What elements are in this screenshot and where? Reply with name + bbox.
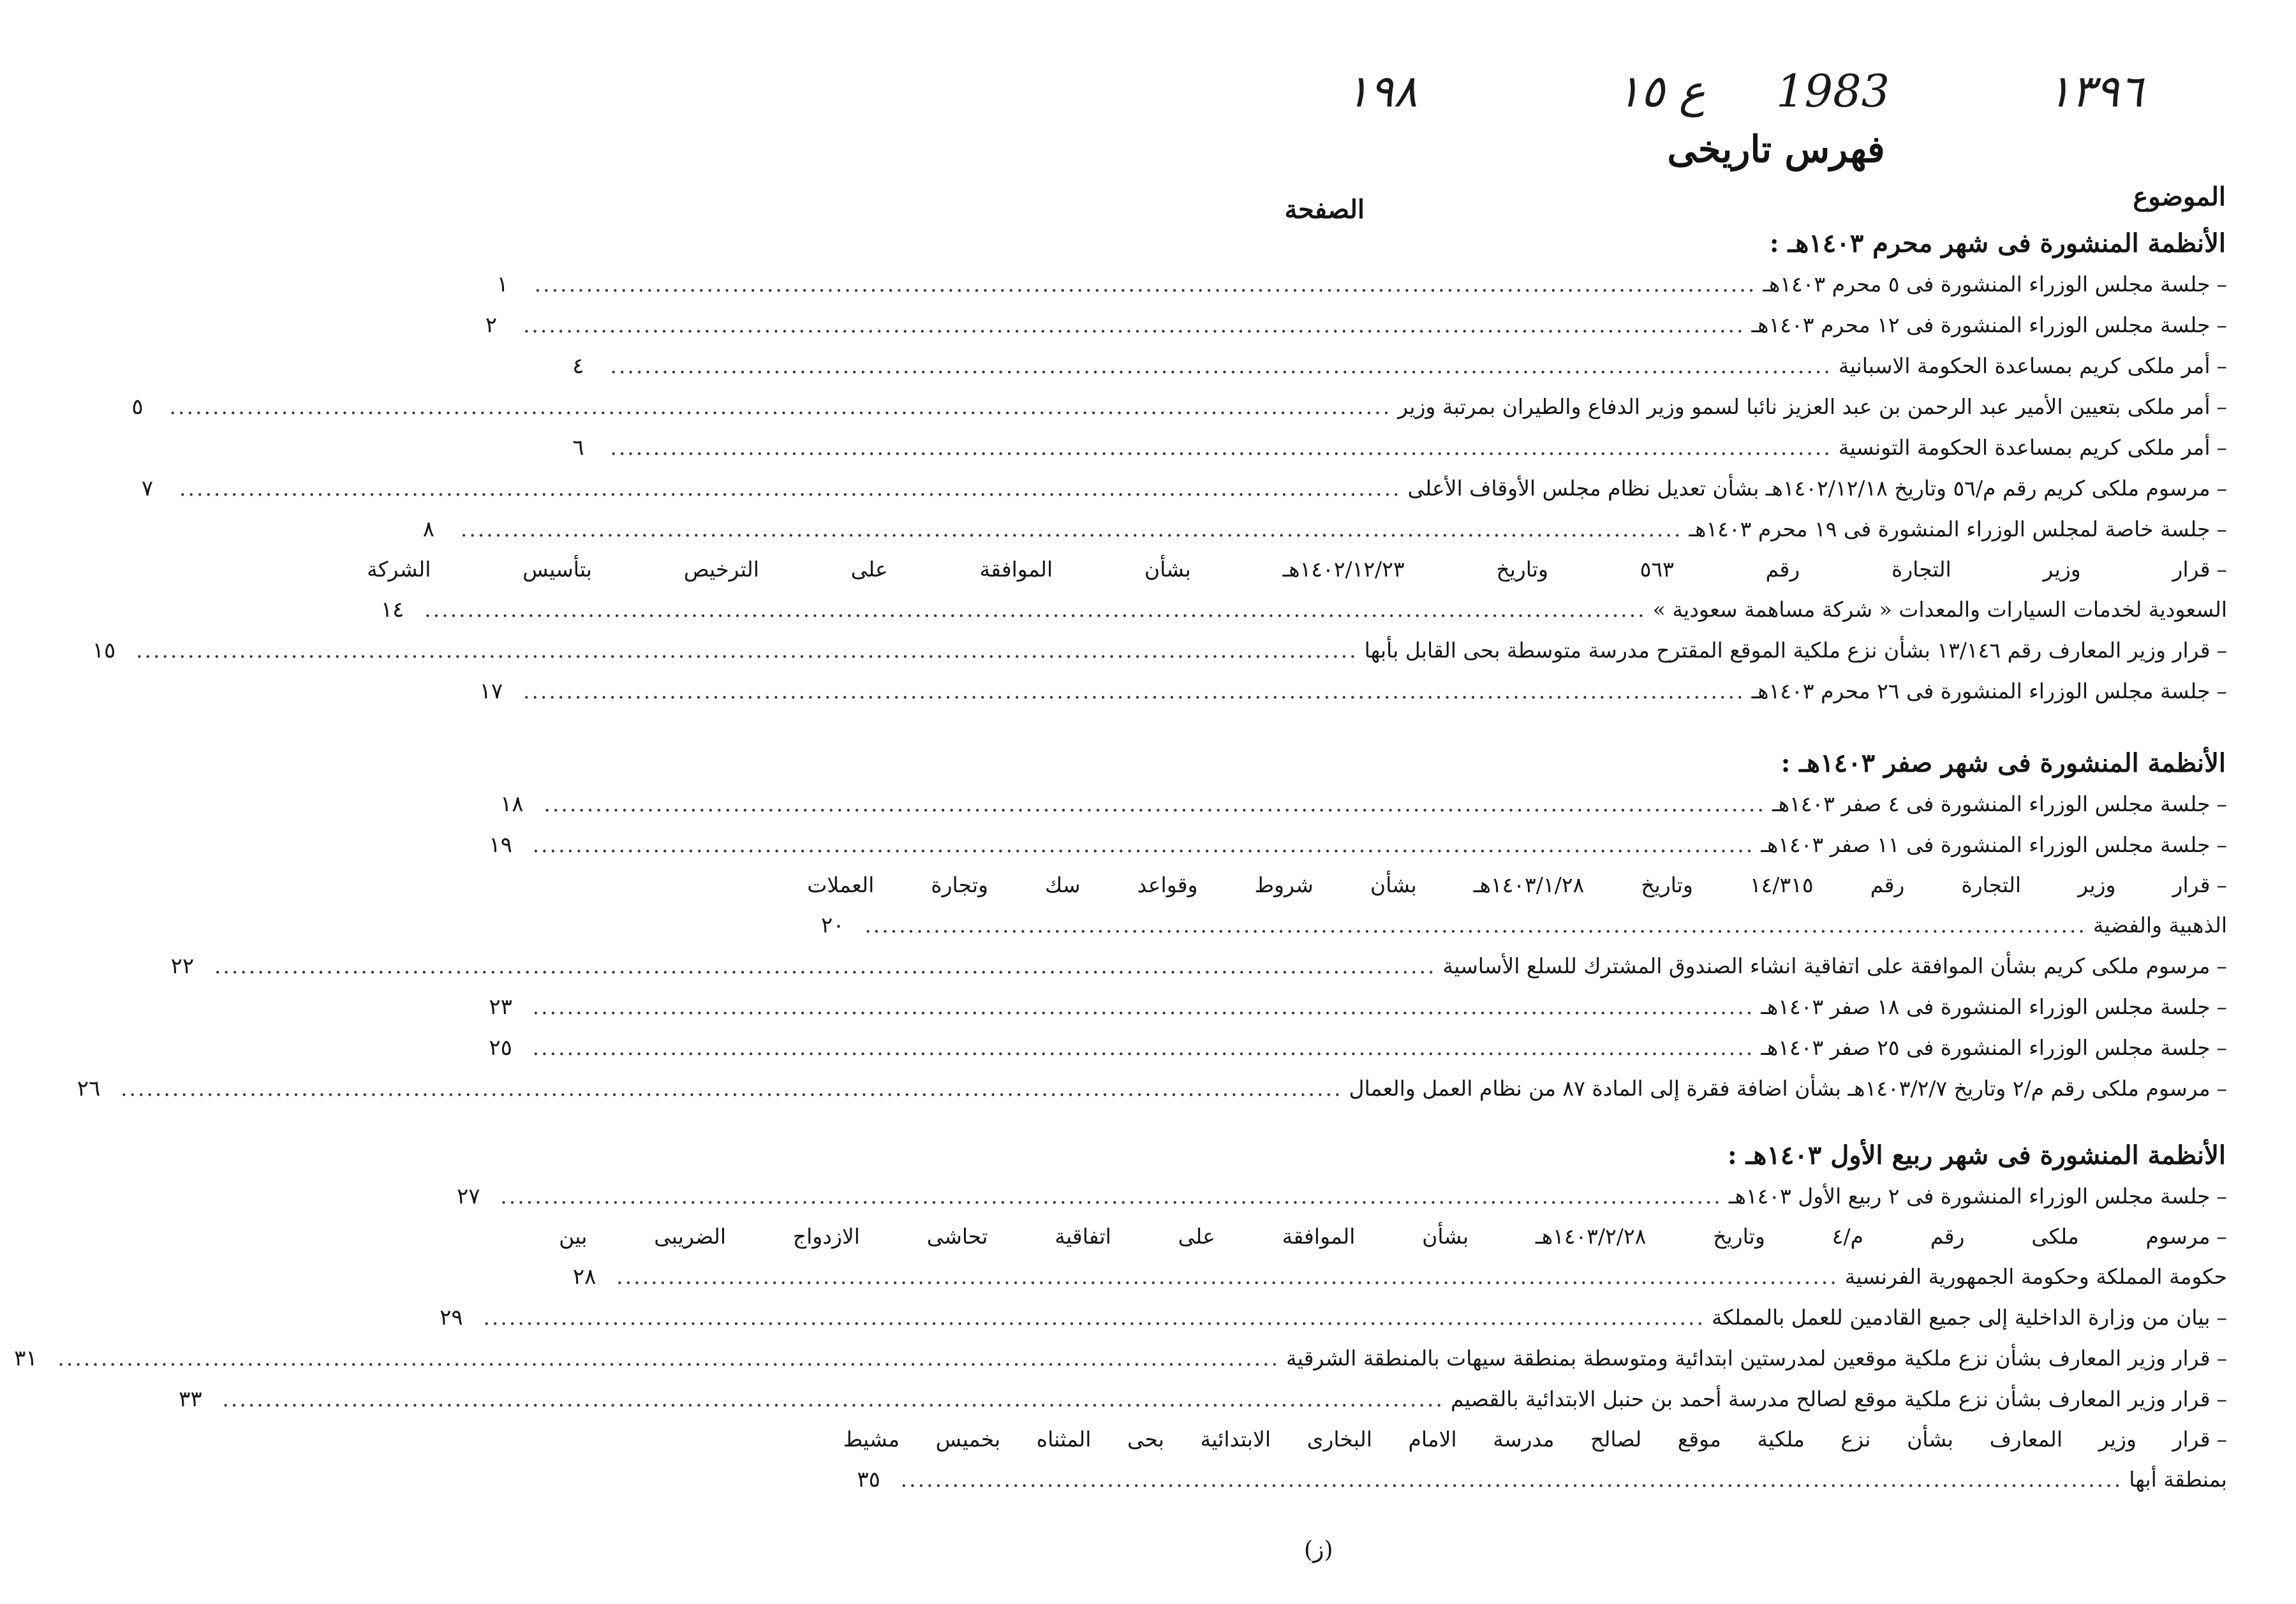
dot-leader: .............................................................................................................................................. xyxy=(522,313,1745,337)
dot-leader: .............................................................................................................................................. xyxy=(534,272,1757,297)
entry-text: مرسوم ملكى رقم م/٢ وتاريخ ١٤٠٣/٢/٧هـ بشأن اضافة فقرة إلى المادة ٨٧ من نظام العمل والعمال xyxy=(1349,1076,2211,1101)
section-heading: الأنظمة المنشورة فى شهر صفر ١٤٠٣هـ : xyxy=(1781,748,2226,778)
dot-leader: .............................................................................................................................................. xyxy=(214,953,1437,978)
toc-entry[interactable]: –قرار وزير المعارف بشأن نزع ملكية موقعين لمدرستين ابتدائية ومتوسطة بمنطقة سيهات بالمنطقة الشرقية .............................................................................................................................................. ٣١ xyxy=(1307,1338,2232,1379)
toc-entry[interactable]: –جلسة مجلس الوزراء المنشورة فى ١٨ صفر ١٤٠٣هـ .............................................................................................................................................. ٢٣ xyxy=(1307,987,2232,1027)
toc-entry[interactable]: –قرار وزير التجارة رقم ٥٦٣ وتاريخ ١٤٠٢/١٢/٢٣هـ بشأن الموافقة على الترخيص بتأسيس الشركة السعودية لخدمات السيارات والمعدات « شركة مساهمة سعودية » .............................................................................................................................................. ١٤ xyxy=(1307,550,2232,630)
toc-entry[interactable]: –أمر ملكى كريم بمساعدة الحكومة الاسبانية .............................................................................................................................................. ٤ xyxy=(1307,346,2232,386)
toc-entry[interactable]: –جلسة مجلس الوزراء المنشورة فى ١١ صفر ١٤٠٣هـ .............................................................................................................................................. ١٩ xyxy=(1307,825,2232,865)
toc-entry[interactable]: –جلسة مجلس الوزراء المنشورة فى ٤ صفر ١٤٠٣هـ .............................................................................................................................................. ١٨ xyxy=(1307,784,2232,825)
page-marker: (ز) xyxy=(1304,1537,1333,1563)
entry-text-line2: حكومة المملكة وحكومة الجمهورية الفرنسية xyxy=(1844,1264,2227,1289)
entry-text: مرسوم ملكى كريم بشأن الموافقة على اتفاقية انشاء الصندوق المشترك للسلع الأساسية xyxy=(1442,953,2211,978)
entry-text: مرسوم ملكى كريم رقم م/٥٦ وتاريخ ١٤٠٢/١٢/١٨هـ بشأن تعديل نظام مجلس الأوقاف الأعلى xyxy=(1407,476,2211,501)
column-header-page: الصفحة xyxy=(1284,195,1365,224)
entry-text: جلسة مجلس الوزراء المنشورة فى ٥ محرم ١٤٠٣هـ xyxy=(1763,272,2211,297)
entry-text-line2: السعودية لخدمات السيارات والمعدات « شركة مساهمة سعودية » xyxy=(1652,597,2227,622)
entry-page: ٥ xyxy=(131,394,144,420)
entry-page: ٢٦ xyxy=(77,1076,101,1101)
toc-entry[interactable]: –قرار وزير المعارف رقم ١٣/١٤٦ بشأن نزع ملكية الموقع المقترح مدرسة متوسطة بحى القابل بأبها .............................................................................................................................................. ١٥ xyxy=(1307,630,2232,671)
entry-text: جلسة مجلس الوزراء المنشورة فى ١٢ محرم ١٤٠٣هـ xyxy=(1751,313,2211,337)
entry-text: جلسة مجلس الوزراء المنشورة فى ١١ صفر ١٤٠٣هـ xyxy=(1761,832,2211,857)
entry-text: جلسة مجلس الوزراء المنشورة فى ٢٦ محرم ١٤٠٣هـ xyxy=(1751,679,2211,703)
entry-text-line1: قرار وزير التجارة رقم ١٤/٣١٥ وتاريخ ١٤٠٣/١/٢٨هـ بشأن شروط وقواعد سك وتجارة العملات xyxy=(807,872,2211,897)
entry-page: ٢٣ xyxy=(489,994,512,1020)
dot-leader: .............................................................................................................................................. xyxy=(460,517,1683,541)
entry-text: أمر ملكى كريم بمساعدة الحكومة التونسية xyxy=(1838,435,2211,460)
handwritten-number-2: ع ١٥ xyxy=(1617,65,1706,117)
toc-entry[interactable]: –جلسة خاصة لمجلس الوزراء المنشورة فى ١٩ محرم ١٤٠٣هـ .............................................................................................................................................. ٨ xyxy=(1307,509,2232,550)
entry-page: ١٧ xyxy=(479,679,503,704)
entry-page: ٣٣ xyxy=(179,1387,202,1412)
dot-leader: .............................................................................................................................................. xyxy=(500,1184,1722,1209)
toc-entry[interactable]: –جلسة مجلس الوزراء المنشورة فى ٢٦ محرم ١٤٠٣هـ .............................................................................................................................................. ١٧ xyxy=(1307,671,2232,712)
entry-page: ١٩ xyxy=(489,832,512,858)
dot-leader: .............................................................................................................................................. xyxy=(222,1387,1444,1411)
toc-entry[interactable]: –جلسة مجلس الوزراء المنشورة فى ٢ ربيع الأول ١٤٠٣هـ .............................................................................................................................................. ٢٧ xyxy=(1307,1176,2232,1217)
dot-leader: .............................................................................................................................................. xyxy=(610,353,1832,378)
entry-page: ٢٧ xyxy=(456,1184,480,1209)
entry-text: جلسة مجلس الوزراء المنشورة فى ١٨ صفر ١٤٠٣هـ xyxy=(1761,994,2211,1019)
entry-page: ١٤ xyxy=(380,597,404,622)
handwritten-year: 1983 xyxy=(1776,65,1890,117)
entry-page: ١٥ xyxy=(92,638,116,663)
dot-leader: .............................................................................................................................................. xyxy=(864,913,2087,938)
entry-text-line1: قرار وزير المعارف بشأن نزع ملكية موقع لصالح مدرسة الامام البخارى الابتدائية بحى المثناه بخميس مشيط xyxy=(843,1427,2211,1452)
column-header-subject: الموضوع xyxy=(2133,182,2226,212)
entry-text: قرار وزير المعارف بشأن نزع ملكية موقع لصالح مدرسة أحمد بن حنبل الابتدائية بالقصيم xyxy=(1450,1387,2211,1411)
entry-page: ٢٢ xyxy=(170,953,195,979)
toc-entry[interactable]: –أمر ملكى بتعيين الأمير عبد الرحمن بن عبد العزيز نائبا لسمو وزير الدفاع والطيران بمرتبة وزير .............................................................................................................................................. ٥ xyxy=(1307,386,2232,427)
handwritten-number-1: ١٩٨ xyxy=(1345,65,1418,117)
entry-text: جلسة مجلس الوزراء المنشورة فى ٢٥ صفر ١٤٠٣هـ xyxy=(1761,1035,2211,1060)
entry-page: ٦ xyxy=(572,435,584,460)
entry-page: ٢٠ xyxy=(821,913,845,938)
entry-text-line2: بمنطقة أبها xyxy=(2129,1467,2227,1492)
dot-leader: .............................................................................................................................................. xyxy=(616,1264,1839,1289)
entry-text: أمر ملكى بتعيين الأمير عبد الرحمن بن عبد العزيز نائبا لسمو وزير الدفاع والطيران بمرتبة وزير xyxy=(1398,394,2211,419)
entry-text-line2: الذهبية والفضية xyxy=(2092,913,2227,938)
entry-page: ٣١ xyxy=(14,1346,38,1371)
entry-text: جلسة خاصة لمجلس الوزراء المنشورة فى ١٩ محرم ١٤٠٣هـ xyxy=(1689,517,2211,541)
entry-page: ٧ xyxy=(141,476,154,501)
toc-entry[interactable]: –قرار وزير المعارف بشأن نزع ملكية موقع لصالح مدرسة أحمد بن حنبل الابتدائية بالقصيم .............................................................................................................................................. ٣٣ xyxy=(1307,1379,2232,1420)
dot-leader: .............................................................................................................................................. xyxy=(120,1076,1343,1101)
section-muharram xyxy=(92,223,2232,712)
dot-leader: .............................................................................................................................................. xyxy=(544,791,1766,816)
section-heading: الأنظمة المنشورة فى شهر محرم ١٤٠٣هـ : xyxy=(1769,228,2226,258)
dot-leader: .............................................................................................................................................. xyxy=(532,832,1755,857)
entry-text: بيان من وزارة الداخلية إلى جميع القادمين للعمل بالمملكة xyxy=(1711,1305,2211,1330)
toc-entry[interactable]: –قرار وزير المعارف بشأن نزع ملكية موقع لصالح مدرسة الامام البخارى الابتدائية بحى المثناه بخميس مشيط بمنطقة أبها .............................................................................................................................................. ٣٥ xyxy=(1307,1420,2232,1500)
dot-leader: .............................................................................................................................................. xyxy=(610,435,1832,460)
entry-page: ١٨ xyxy=(500,791,524,817)
dot-leader: .............................................................................................................................................. xyxy=(522,679,1745,703)
entry-text-line1: قرار وزير التجارة رقم ٥٦٣ وتاريخ ١٤٠٢/١٢/٢٣هـ بشأن الموافقة على الترخيص بتأسيس الشركة xyxy=(367,557,2211,582)
entry-text: قرار وزير المعارف بشأن نزع ملكية موقعين لمدرستين ابتدائية ومتوسطة بمنطقة سيهات بالمنطقة الشرقية xyxy=(1285,1346,2211,1371)
entry-page: ٤ xyxy=(572,353,584,379)
entry-text: جلسة مجلس الوزراء المنشورة فى ٤ صفر ١٤٠٣هـ xyxy=(1772,791,2211,816)
handwritten-number-4: ١٣٩٦ xyxy=(2047,65,2144,117)
dot-leader: .............................................................................................................................................. xyxy=(532,1035,1755,1060)
toc-entry[interactable]: –أمر ملكى كريم بمساعدة الحكومة التونسية .............................................................................................................................................. ٦ xyxy=(1307,427,2232,468)
entry-page: ٢٩ xyxy=(440,1305,463,1330)
entry-page: ٨ xyxy=(422,517,434,542)
entry-text-line1: مرسوم ملكى رقم م/٤ وتاريخ ١٤٠٣/٢/٢٨هـ بشأن الموافقة على اتفاقية تحاشى الازدواج الضريبى بين xyxy=(559,1224,2211,1249)
toc-entry[interactable]: –جلسة مجلس الوزراء المنشورة فى ١٢ محرم ١٤٠٣هـ .............................................................................................................................................. ٢ xyxy=(1307,305,2232,346)
entry-page: ٢ xyxy=(485,313,498,338)
entry-page: ٣٥ xyxy=(857,1467,880,1492)
toc-entry[interactable]: –مرسوم ملكى كريم رقم م/٥٦ وتاريخ ١٤٠٢/١٢/١٨هـ بشأن تعديل نظام مجلس الأوقاف الأعلى .............................................................................................................................................. ٧ xyxy=(1307,468,2232,509)
dot-leader: .............................................................................................................................................. xyxy=(532,994,1755,1019)
dot-leader: .............................................................................................................................................. xyxy=(483,1305,1705,1330)
entry-page: ٢٥ xyxy=(489,1035,512,1061)
section-safar xyxy=(77,743,2232,1109)
entry-text: أمر ملكى كريم بمساعدة الحكومة الاسبانية xyxy=(1838,353,2211,378)
page-title: فهرس تاريخى xyxy=(1667,128,1885,171)
entry-page: ٢٨ xyxy=(572,1264,596,1290)
entry-page: ١ xyxy=(496,272,508,297)
dot-leader: .............................................................................................................................................. xyxy=(136,638,1358,663)
document-page xyxy=(14,0,2296,1604)
toc-entry[interactable]: –مرسوم ملكى كريم بشأن الموافقة على اتفاقية انشاء الصندوق المشترك للسلع الأساسية .............................................................................................................................................. ٢٢ xyxy=(1307,946,2232,987)
toc-entry[interactable]: –جلسة مجلس الوزراء المنشورة فى ٢٥ صفر ١٤٠٣هـ .............................................................................................................................................. ٢٥ xyxy=(1307,1027,2232,1068)
toc-entry[interactable]: –مرسوم ملكى رقم م/٤ وتاريخ ١٤٠٣/٢/٢٨هـ بشأن الموافقة على اتفاقية تحاشى الازدواج الضريبى بين حكومة المملكة وحكومة الجمهورية الفرنسية .............................................................................................................................................. ٢٨ xyxy=(1307,1217,2232,1297)
section-heading: الأنظمة المنشورة فى شهر ربيع الأول ١٤٠٣هـ : xyxy=(1727,1140,2226,1170)
dot-leader: .............................................................................................................................................. xyxy=(57,1346,1280,1371)
dot-leader: .............................................................................................................................................. xyxy=(169,394,1392,419)
entry-text: قرار وزير المعارف رقم ١٣/١٤٦ بشأن نزع ملكية الموقع المقترح مدرسة متوسطة بحى القابل بأبها xyxy=(1364,638,2211,663)
dot-leader: .............................................................................................................................................. xyxy=(179,476,1402,501)
dot-leader: .............................................................................................................................................. xyxy=(900,1467,2123,1492)
section-rabi-al-awwal xyxy=(14,1135,2232,1500)
entry-text: جلسة مجلس الوزراء المنشورة فى ٢ ربيع الأول ١٤٠٣هـ xyxy=(1728,1184,2211,1209)
toc-entry[interactable]: –مرسوم ملكى رقم م/٢ وتاريخ ١٤٠٣/٢/٧هـ بشأن اضافة فقرة إلى المادة ٨٧ من نظام العمل والعمال .............................................................................................................................................. ٢٦ xyxy=(1307,1068,2232,1109)
toc-entry[interactable]: –قرار وزير التجارة رقم ١٤/٣١٥ وتاريخ ١٤٠٣/١/٢٨هـ بشأن شروط وقواعد سك وتجارة العملات الذهبية والفضية .............................................................................................................................................. ٢٠ xyxy=(1307,865,2232,946)
toc-entry[interactable]: –بيان من وزارة الداخلية إلى جميع القادمين للعمل بالمملكة .............................................................................................................................................. ٢٩ xyxy=(1307,1297,2232,1338)
toc-entry[interactable]: –جلسة مجلس الوزراء المنشورة فى ٥ محرم ١٤٠٣هـ .............................................................................................................................................. ١ xyxy=(1307,264,2232,305)
dot-leader: .............................................................................................................................................. xyxy=(424,597,1647,622)
